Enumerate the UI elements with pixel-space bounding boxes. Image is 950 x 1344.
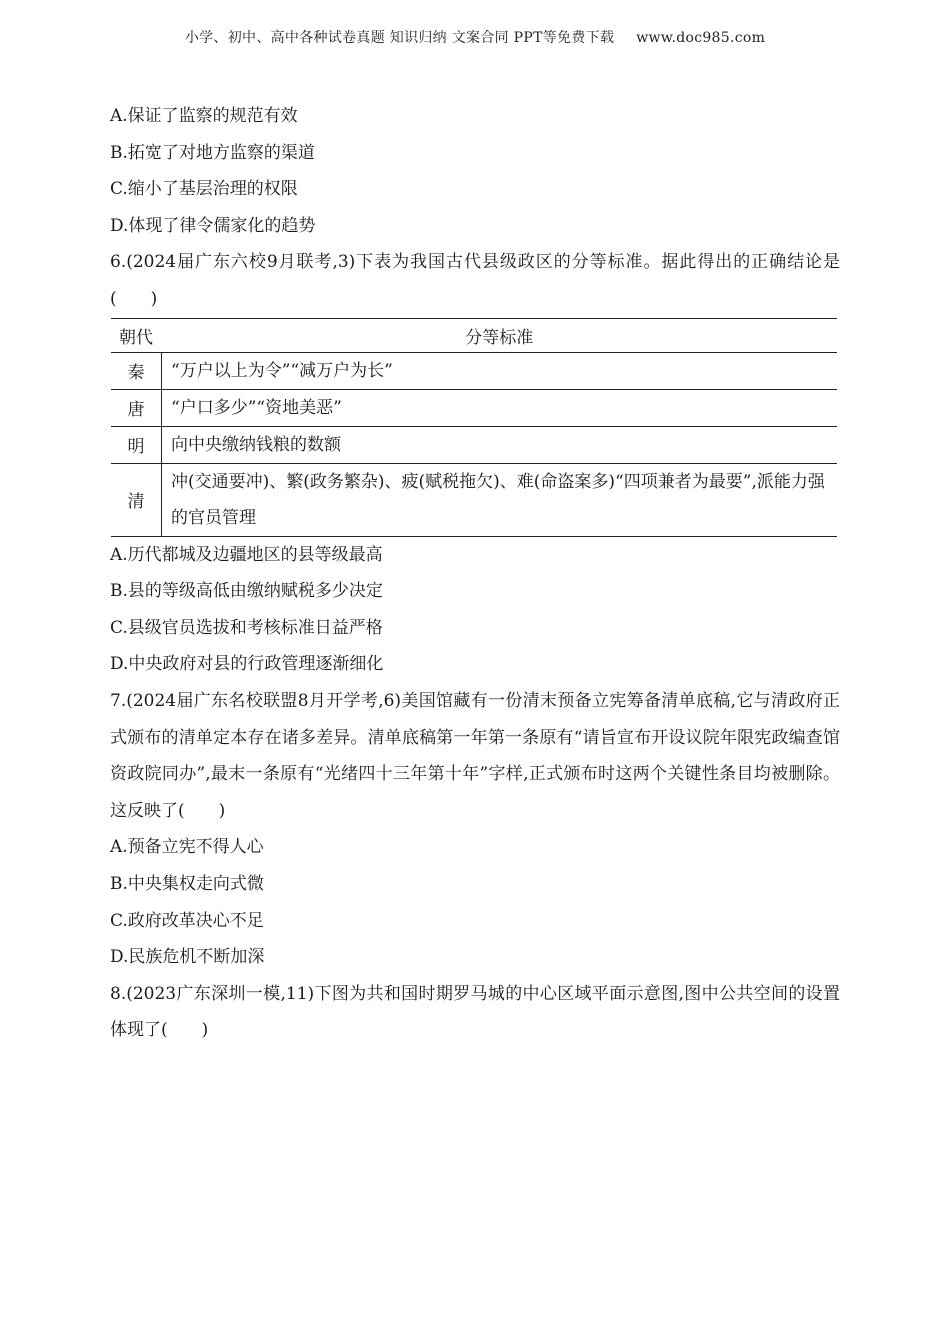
q6-option-b: B.县的等级高低由缴纳赋税多少决定 — [110, 581, 383, 602]
q6-stem: 6.(2024届广东六校9月联考,3)下表为我国古代县级政区的分等标准。据此得出的正确结论是( ) — [110, 252, 840, 309]
q6-option-d: D.中央政府对县的行政管理逐渐细化 — [110, 654, 384, 675]
cell-dynasty: 清 — [111, 463, 162, 536]
header-dynasty: 朝代 — [119, 327, 153, 348]
question-7 — [110, 683, 840, 976]
q7-option-b: B.中央集权走向式微 — [110, 873, 264, 894]
table-header-row — [111, 318, 837, 352]
document-body — [110, 98, 840, 1049]
q5-option-c: C.缩小了基层治理的权限 — [110, 179, 298, 200]
q6-option-c: C.县级官员选拔和考核标准日益严格 — [110, 617, 383, 638]
q6-table — [111, 318, 837, 537]
cell-dynasty: 唐 — [111, 389, 162, 426]
q5-option-b: B.拓宽了对地方监察的渠道 — [110, 142, 315, 163]
q7-option-c: C.政府改革决心不足 — [110, 910, 264, 931]
cell-standard: 向中央缴纳钱粮的数额 — [171, 434, 341, 455]
question-8 — [110, 976, 840, 1049]
table-row — [111, 463, 837, 536]
table-row — [111, 389, 837, 426]
q7-option-a: A.预备立宪不得人心 — [110, 837, 264, 858]
table-row — [111, 352, 837, 389]
cell-dynasty: 明 — [111, 426, 162, 463]
cell-standard: “户口多少”“资地美恶” — [171, 397, 342, 418]
q7-option-d: D.民族危机不断加深 — [110, 947, 265, 968]
q5-option-a: A.保证了监察的规范有效 — [110, 106, 298, 126]
header-standard: 分等标准 — [465, 327, 534, 348]
table-row — [111, 426, 837, 463]
page-header — [0, 27, 950, 47]
cell-standard: 冲(交通要冲)、繁(政务繁杂)、疲(赋税拖欠)、难(命盗案多)“四项兼者为最要”,派能力强的官员管理 — [171, 471, 825, 528]
question-6 — [110, 244, 840, 683]
q8-stem: 8.(2023广东深圳一模,11)下图为共和国时期罗马城的中心区域平面示意图,图中公共空间的设置体现了( ) — [110, 983, 840, 1041]
q7-stem: 7.(2024届广东名校联盟8月开学考,6)美国馆藏有一份清末预备立宪筹备清单底稿,它与清政府正式颁布的清单定本存在诸多差异。清单底稿第一年第一条原有“请旨宣布开设议院年限宪政编查馆资政院同办”,最末一条原有“光绪四十三年第十年”字样,正式颁布时这两个关键性条目均被删除。这反映了( ) — [110, 690, 840, 821]
q6-option-a: A.历代都城及边疆地区的县等级最高 — [110, 544, 383, 565]
header-site: www.doc985.com — [636, 30, 766, 46]
header-text: 小学、初中、高中各种试卷真题 知识归纳 文案合同 PPT等免费下载 — [184, 30, 615, 46]
cell-dynasty: 秦 — [111, 352, 162, 389]
q5-option-d: D.体现了律令儒家化的趋势 — [110, 215, 316, 236]
cell-standard: “万户以上为令”“减万户为长” — [171, 360, 393, 381]
question-5-options — [110, 98, 840, 244]
